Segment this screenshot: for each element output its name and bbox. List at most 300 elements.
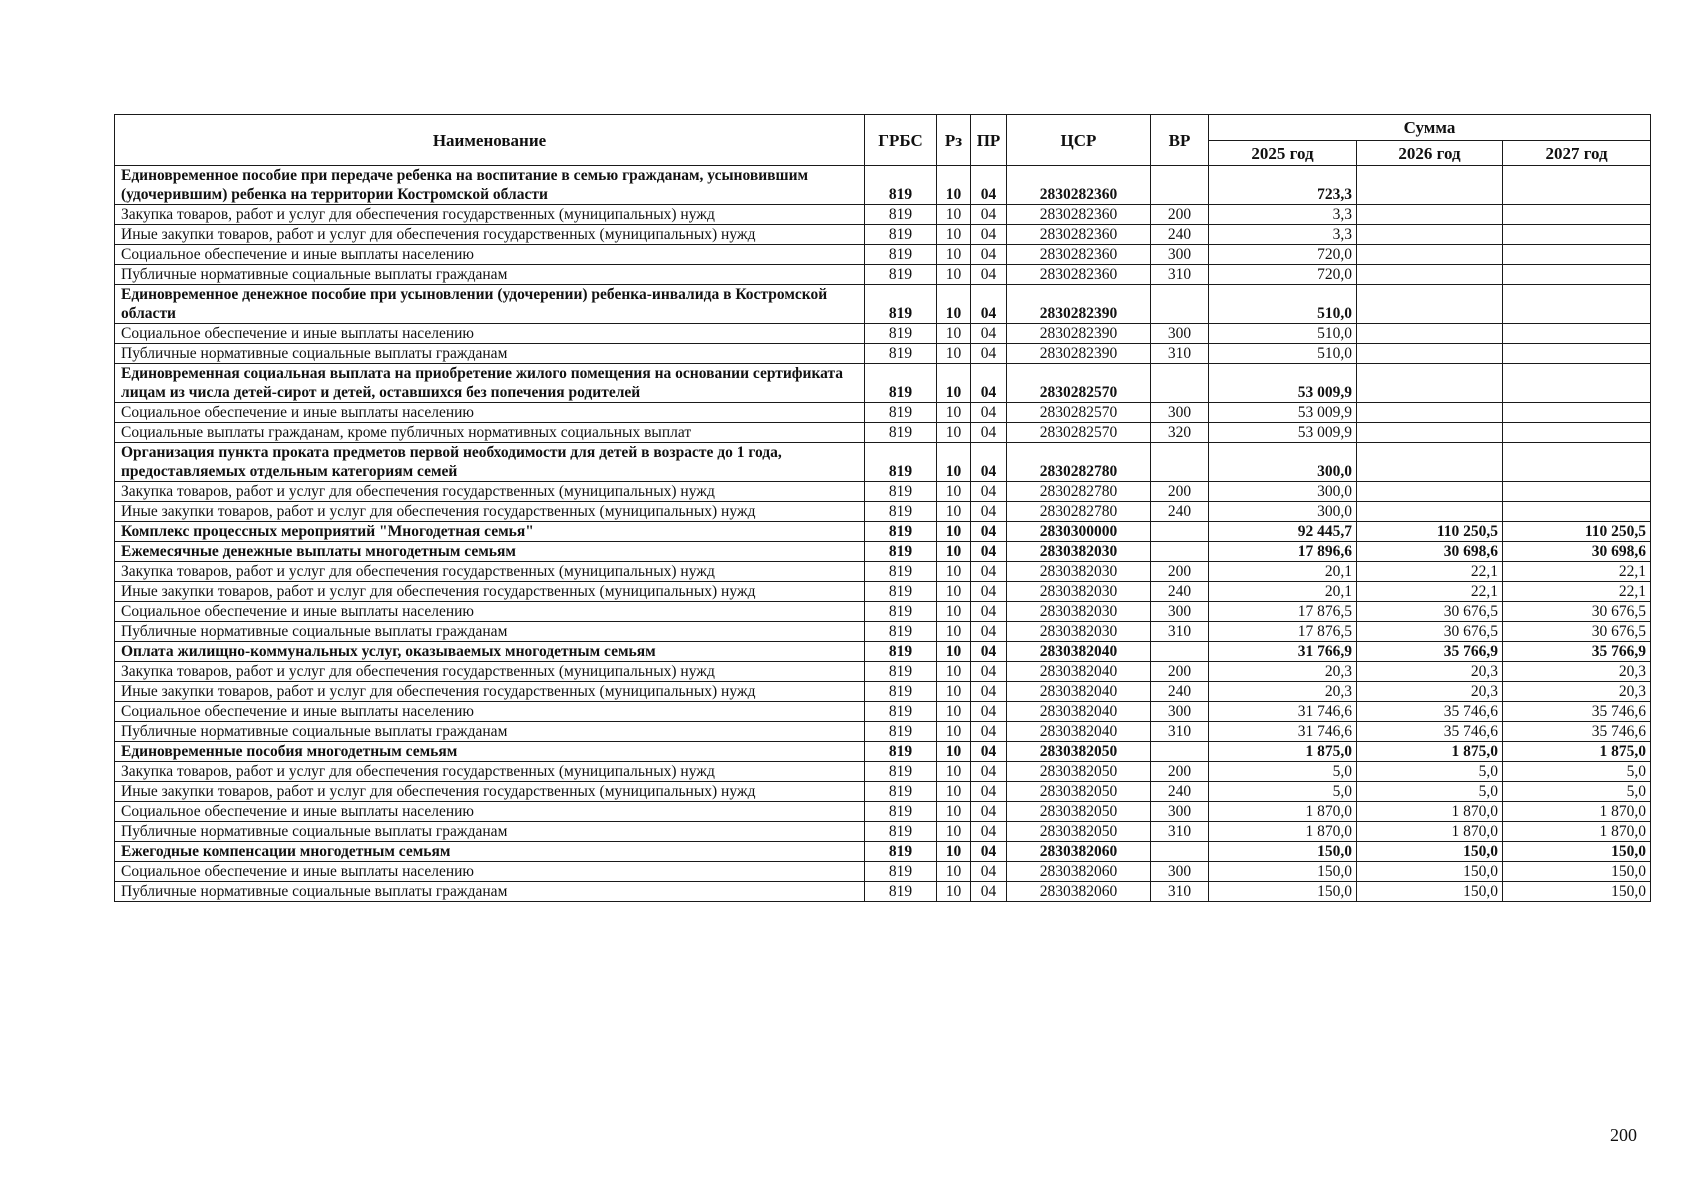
cell-grbs: 819	[865, 702, 937, 722]
cell-grbs: 819	[865, 542, 937, 562]
cell-rz: 10	[937, 682, 971, 702]
cell-2026: 30 698,6	[1357, 542, 1503, 562]
header-name: Наименование	[115, 115, 865, 166]
cell-vr: 240	[1151, 682, 1209, 702]
cell-csr: 2830282570	[1007, 403, 1151, 423]
table-row	[115, 245, 1651, 265]
cell-rz: 10	[937, 403, 971, 423]
cell-name: Закупка товаров, работ и услуг для обеспечения государственных (муниципальных) нужд	[115, 762, 865, 782]
cell-2026: 5,0	[1357, 782, 1503, 802]
cell-grbs: 819	[865, 782, 937, 802]
cell-name: Социальное обеспечение и иные выплаты населению	[115, 324, 865, 344]
cell-name: Ежегодные компенсации многодетным семьям	[115, 842, 865, 862]
cell-pr: 04	[971, 762, 1007, 782]
cell-2027	[1503, 443, 1651, 482]
header-2025: 2025 год	[1209, 141, 1357, 166]
table-row	[115, 423, 1651, 443]
cell-2027: 20,3	[1503, 682, 1651, 702]
header-pr: ПР	[971, 115, 1007, 166]
cell-rz: 10	[937, 245, 971, 265]
cell-rz: 10	[937, 443, 971, 482]
cell-vr	[1151, 742, 1209, 762]
cell-2026	[1357, 502, 1503, 522]
cell-rz: 10	[937, 782, 971, 802]
cell-name: Иные закупки товаров, работ и услуг для обеспечения государственных (муниципальных) нужд	[115, 502, 865, 522]
cell-vr: 310	[1151, 265, 1209, 285]
cell-rz: 10	[937, 423, 971, 443]
cell-rz: 10	[937, 166, 971, 205]
cell-2027: 1 875,0	[1503, 742, 1651, 762]
cell-rz: 10	[937, 702, 971, 722]
cell-2025: 3,3	[1209, 205, 1357, 225]
cell-2027: 5,0	[1503, 762, 1651, 782]
cell-name: Социальное обеспечение и иные выплаты населению	[115, 245, 865, 265]
cell-csr: 2830382030	[1007, 602, 1151, 622]
cell-name: Социальное обеспечение и иные выплаты населению	[115, 862, 865, 882]
cell-rz: 10	[937, 802, 971, 822]
table-row	[115, 882, 1651, 902]
cell-rz: 10	[937, 882, 971, 902]
cell-vr: 300	[1151, 802, 1209, 822]
cell-2025: 510,0	[1209, 324, 1357, 344]
cell-2027: 30 676,5	[1503, 622, 1651, 642]
cell-name: Единовременная социальная выплата на приобретение жилого помещения на основании сертификата лицам из числа детей-сирот и детей, оставшихся без попечения родителей	[115, 364, 865, 403]
cell-rz: 10	[937, 285, 971, 324]
cell-csr: 2830382050	[1007, 802, 1151, 822]
cell-grbs: 819	[865, 265, 937, 285]
cell-2027	[1503, 344, 1651, 364]
cell-2027	[1503, 245, 1651, 265]
cell-vr: 310	[1151, 722, 1209, 742]
cell-2025: 150,0	[1209, 862, 1357, 882]
cell-grbs: 819	[865, 682, 937, 702]
cell-2027	[1503, 502, 1651, 522]
page-number: 200	[1610, 1125, 1637, 1145]
cell-2027	[1503, 364, 1651, 403]
cell-2025: 300,0	[1209, 482, 1357, 502]
cell-pr: 04	[971, 285, 1007, 324]
cell-2027: 1 870,0	[1503, 802, 1651, 822]
cell-2026: 35 746,6	[1357, 722, 1503, 742]
cell-2025: 17 876,5	[1209, 622, 1357, 642]
cell-csr: 2830382030	[1007, 542, 1151, 562]
cell-2027: 150,0	[1503, 842, 1651, 862]
cell-name: Публичные нормативные социальные выплаты гражданам	[115, 622, 865, 642]
cell-rz: 10	[937, 602, 971, 622]
table-row	[115, 722, 1651, 742]
cell-2025: 3,3	[1209, 225, 1357, 245]
table-row	[115, 702, 1651, 722]
cell-name: Социальные выплаты гражданам, кроме публичных нормативных социальных выплат	[115, 423, 865, 443]
cell-rz: 10	[937, 324, 971, 344]
cell-name: Иные закупки товаров, работ и услуг для обеспечения государственных (муниципальных) нужд	[115, 682, 865, 702]
cell-pr: 04	[971, 245, 1007, 265]
cell-pr: 04	[971, 742, 1007, 762]
table-row	[115, 364, 1651, 403]
cell-pr: 04	[971, 324, 1007, 344]
cell-2027	[1503, 423, 1651, 443]
cell-name: Иные закупки товаров, работ и услуг для обеспечения государственных (муниципальных) нужд	[115, 782, 865, 802]
cell-csr: 2830282390	[1007, 324, 1151, 344]
cell-vr: 300	[1151, 862, 1209, 882]
cell-csr: 2830382050	[1007, 762, 1151, 782]
table-row	[115, 225, 1651, 245]
cell-pr: 04	[971, 842, 1007, 862]
cell-2025: 720,0	[1209, 265, 1357, 285]
cell-csr: 2830382040	[1007, 722, 1151, 742]
cell-rz: 10	[937, 482, 971, 502]
cell-name: Закупка товаров, работ и услуг для обеспечения государственных (муниципальных) нужд	[115, 662, 865, 682]
cell-rz: 10	[937, 642, 971, 662]
cell-2027: 35 746,6	[1503, 722, 1651, 742]
cell-2025: 723,3	[1209, 166, 1357, 205]
cell-csr: 2830282780	[1007, 443, 1151, 482]
cell-rz: 10	[937, 842, 971, 862]
cell-grbs: 819	[865, 205, 937, 225]
cell-pr: 04	[971, 582, 1007, 602]
cell-rz: 10	[937, 582, 971, 602]
cell-2027: 30 676,5	[1503, 602, 1651, 622]
cell-2027	[1503, 403, 1651, 423]
table-row	[115, 582, 1651, 602]
cell-2026	[1357, 285, 1503, 324]
cell-pr: 04	[971, 443, 1007, 482]
cell-name: Публичные нормативные социальные выплаты гражданам	[115, 722, 865, 742]
table-row	[115, 265, 1651, 285]
header-csr: ЦСР	[1007, 115, 1151, 166]
cell-csr: 2830282570	[1007, 423, 1151, 443]
cell-pr: 04	[971, 205, 1007, 225]
cell-rz: 10	[937, 542, 971, 562]
cell-2027	[1503, 285, 1651, 324]
cell-name: Закупка товаров, работ и услуг для обеспечения государственных (муниципальных) нужд	[115, 205, 865, 225]
table-row	[115, 403, 1651, 423]
cell-2025: 53 009,9	[1209, 423, 1357, 443]
cell-name: Публичные нормативные социальные выплаты гражданам	[115, 882, 865, 902]
cell-pr: 04	[971, 225, 1007, 245]
cell-2026: 5,0	[1357, 762, 1503, 782]
cell-rz: 10	[937, 662, 971, 682]
header-2026: 2026 год	[1357, 141, 1503, 166]
cell-name: Социальное обеспечение и иные выплаты населению	[115, 403, 865, 423]
cell-rz: 10	[937, 722, 971, 742]
cell-grbs: 819	[865, 522, 937, 542]
cell-2026	[1357, 364, 1503, 403]
cell-2025: 720,0	[1209, 245, 1357, 265]
cell-vr: 240	[1151, 225, 1209, 245]
cell-name: Публичные нормативные социальные выплаты гражданам	[115, 265, 865, 285]
table-row	[115, 682, 1651, 702]
cell-pr: 04	[971, 522, 1007, 542]
cell-grbs: 819	[865, 662, 937, 682]
cell-2026: 22,1	[1357, 582, 1503, 602]
cell-vr	[1151, 285, 1209, 324]
cell-name: Организация пункта проката предметов первой необходимости для детей в возрасте до 1 года, предоставляемых отдельным категориям семей	[115, 443, 865, 482]
cell-2027: 35 746,6	[1503, 702, 1651, 722]
cell-csr: 2830382060	[1007, 882, 1151, 902]
cell-csr: 2830282360	[1007, 245, 1151, 265]
cell-2027: 150,0	[1503, 882, 1651, 902]
cell-name: Социальное обеспечение и иные выплаты населению	[115, 602, 865, 622]
cell-vr: 300	[1151, 602, 1209, 622]
cell-csr: 2830382060	[1007, 842, 1151, 862]
cell-pr: 04	[971, 622, 1007, 642]
cell-vr: 200	[1151, 762, 1209, 782]
cell-grbs: 819	[865, 423, 937, 443]
cell-vr: 300	[1151, 403, 1209, 423]
cell-pr: 04	[971, 802, 1007, 822]
cell-2027: 22,1	[1503, 582, 1651, 602]
cell-csr: 2830300000	[1007, 522, 1151, 542]
cell-2026: 150,0	[1357, 882, 1503, 902]
cell-2025: 510,0	[1209, 285, 1357, 324]
cell-vr: 320	[1151, 423, 1209, 443]
cell-vr	[1151, 443, 1209, 482]
cell-2026: 1 870,0	[1357, 822, 1503, 842]
cell-rz: 10	[937, 522, 971, 542]
cell-rz: 10	[937, 762, 971, 782]
cell-2025: 300,0	[1209, 443, 1357, 482]
cell-2026	[1357, 205, 1503, 225]
cell-rz: 10	[937, 742, 971, 762]
header-sum: Сумма	[1209, 115, 1651, 141]
cell-grbs: 819	[865, 882, 937, 902]
cell-name: Иные закупки товаров, работ и услуг для обеспечения государственных (муниципальных) нужд	[115, 582, 865, 602]
cell-csr: 2830382030	[1007, 622, 1151, 642]
table-row	[115, 285, 1651, 324]
cell-2026: 20,3	[1357, 682, 1503, 702]
cell-2025: 17 876,5	[1209, 602, 1357, 622]
cell-grbs: 819	[865, 642, 937, 662]
cell-name: Ежемесячные денежные выплаты многодетным семьям	[115, 542, 865, 562]
cell-2026	[1357, 423, 1503, 443]
cell-pr: 04	[971, 682, 1007, 702]
cell-vr	[1151, 522, 1209, 542]
cell-2027	[1503, 265, 1651, 285]
cell-name: Единовременное пособие при передаче ребенка на воспитание в семью гражданам, усыновившим (удочерившим) ребенка на территории Костромской области	[115, 166, 865, 205]
cell-csr: 2830382050	[1007, 782, 1151, 802]
cell-2025: 17 896,6	[1209, 542, 1357, 562]
cell-name: Закупка товаров, работ и услуг для обеспечения государственных (муниципальных) нужд	[115, 482, 865, 502]
cell-2027	[1503, 225, 1651, 245]
cell-pr: 04	[971, 722, 1007, 742]
cell-2025: 20,3	[1209, 682, 1357, 702]
cell-pr: 04	[971, 642, 1007, 662]
table-row	[115, 542, 1651, 562]
cell-grbs: 819	[865, 602, 937, 622]
table-row	[115, 344, 1651, 364]
cell-vr: 300	[1151, 702, 1209, 722]
cell-2027	[1503, 166, 1651, 205]
cell-grbs: 819	[865, 842, 937, 862]
cell-2027	[1503, 482, 1651, 502]
cell-name: Комплекс процессных мероприятий "Многодетная семья"	[115, 522, 865, 542]
cell-pr: 04	[971, 662, 1007, 682]
cell-2026: 35 746,6	[1357, 702, 1503, 722]
cell-name: Социальное обеспечение и иные выплаты населению	[115, 802, 865, 822]
cell-grbs: 819	[865, 562, 937, 582]
cell-grbs: 819	[865, 403, 937, 423]
cell-2026	[1357, 344, 1503, 364]
table-header	[115, 115, 1651, 166]
table-row	[115, 842, 1651, 862]
cell-vr: 200	[1151, 562, 1209, 582]
cell-pr: 04	[971, 423, 1007, 443]
cell-2026: 110 250,5	[1357, 522, 1503, 542]
cell-rz: 10	[937, 862, 971, 882]
cell-2025: 1 875,0	[1209, 742, 1357, 762]
cell-grbs: 819	[865, 225, 937, 245]
cell-vr: 200	[1151, 205, 1209, 225]
cell-2026: 30 676,5	[1357, 602, 1503, 622]
cell-2027: 35 766,9	[1503, 642, 1651, 662]
cell-rz: 10	[937, 822, 971, 842]
cell-2027: 110 250,5	[1503, 522, 1651, 542]
cell-grbs: 819	[865, 364, 937, 403]
cell-grbs: 819	[865, 582, 937, 602]
cell-csr: 2830282360	[1007, 205, 1151, 225]
cell-pr: 04	[971, 344, 1007, 364]
cell-2026	[1357, 225, 1503, 245]
cell-name: Иные закупки товаров, работ и услуг для обеспечения государственных (муниципальных) нужд	[115, 225, 865, 245]
cell-pr: 04	[971, 822, 1007, 842]
table-row	[115, 522, 1651, 542]
cell-csr: 2830282780	[1007, 502, 1151, 522]
cell-csr: 2830382060	[1007, 862, 1151, 882]
cell-csr: 2830382030	[1007, 582, 1151, 602]
table-row	[115, 324, 1651, 344]
cell-csr: 2830382030	[1007, 562, 1151, 582]
cell-2026: 150,0	[1357, 862, 1503, 882]
cell-csr: 2830282360	[1007, 225, 1151, 245]
cell-grbs: 819	[865, 344, 937, 364]
cell-pr: 04	[971, 403, 1007, 423]
table-row	[115, 862, 1651, 882]
table-row	[115, 642, 1651, 662]
table-row	[115, 662, 1651, 682]
cell-2026: 20,3	[1357, 662, 1503, 682]
cell-2026: 1 870,0	[1357, 802, 1503, 822]
cell-vr: 310	[1151, 882, 1209, 902]
cell-2025: 5,0	[1209, 782, 1357, 802]
cell-grbs: 819	[865, 862, 937, 882]
cell-grbs: 819	[865, 482, 937, 502]
cell-2025: 5,0	[1209, 762, 1357, 782]
cell-rz: 10	[937, 344, 971, 364]
cell-rz: 10	[937, 265, 971, 285]
cell-2027: 22,1	[1503, 562, 1651, 582]
cell-2027	[1503, 324, 1651, 344]
cell-vr	[1151, 364, 1209, 403]
cell-2025: 53 009,9	[1209, 364, 1357, 403]
table-row	[115, 443, 1651, 482]
cell-grbs: 819	[865, 622, 937, 642]
cell-pr: 04	[971, 502, 1007, 522]
cell-pr: 04	[971, 364, 1007, 403]
cell-csr: 2830282360	[1007, 265, 1151, 285]
table-row	[115, 602, 1651, 622]
cell-2025: 510,0	[1209, 344, 1357, 364]
cell-csr: 2830382040	[1007, 702, 1151, 722]
cell-csr: 2830382050	[1007, 822, 1151, 842]
cell-2025: 31 766,9	[1209, 642, 1357, 662]
cell-grbs: 819	[865, 822, 937, 842]
cell-rz: 10	[937, 562, 971, 582]
table-row	[115, 562, 1651, 582]
cell-2026	[1357, 443, 1503, 482]
cell-name: Социальное обеспечение и иные выплаты населению	[115, 702, 865, 722]
cell-name: Публичные нормативные социальные выплаты гражданам	[115, 822, 865, 842]
header-grbs: ГРБС	[865, 115, 937, 166]
cell-csr: 2830282570	[1007, 364, 1151, 403]
cell-2026	[1357, 403, 1503, 423]
cell-name: Единовременные пособия многодетным семьям	[115, 742, 865, 762]
cell-2025: 92 445,7	[1209, 522, 1357, 542]
table-row	[115, 622, 1651, 642]
cell-vr: 240	[1151, 782, 1209, 802]
cell-2025: 300,0	[1209, 502, 1357, 522]
cell-grbs: 819	[865, 802, 937, 822]
cell-2025: 20,3	[1209, 662, 1357, 682]
cell-pr: 04	[971, 862, 1007, 882]
cell-csr: 2830382040	[1007, 662, 1151, 682]
cell-vr: 300	[1151, 324, 1209, 344]
table-row	[115, 742, 1651, 762]
cell-grbs: 819	[865, 742, 937, 762]
cell-vr: 310	[1151, 344, 1209, 364]
cell-2025: 20,1	[1209, 582, 1357, 602]
cell-csr: 2830282360	[1007, 166, 1151, 205]
cell-vr: 300	[1151, 245, 1209, 265]
table-row	[115, 762, 1651, 782]
cell-vr: 200	[1151, 662, 1209, 682]
cell-grbs: 819	[865, 166, 937, 205]
cell-pr: 04	[971, 166, 1007, 205]
cell-2025: 53 009,9	[1209, 403, 1357, 423]
cell-2025: 20,1	[1209, 562, 1357, 582]
cell-name: Единовременное денежное пособие при усыновлении (удочерении) ребенка-инвалида в Костромской области	[115, 285, 865, 324]
cell-rz: 10	[937, 502, 971, 522]
cell-csr: 2830282390	[1007, 285, 1151, 324]
cell-grbs: 819	[865, 285, 937, 324]
cell-2025: 1 870,0	[1209, 802, 1357, 822]
cell-grbs: 819	[865, 245, 937, 265]
cell-csr: 2830382040	[1007, 682, 1151, 702]
cell-vr: 310	[1151, 622, 1209, 642]
cell-2027: 150,0	[1503, 862, 1651, 882]
cell-2025: 1 870,0	[1209, 822, 1357, 842]
header-vr: ВР	[1151, 115, 1209, 166]
table-body	[115, 166, 1651, 902]
cell-vr: 240	[1151, 502, 1209, 522]
cell-vr: 310	[1151, 822, 1209, 842]
cell-rz: 10	[937, 364, 971, 403]
cell-vr	[1151, 542, 1209, 562]
cell-2025: 31 746,6	[1209, 702, 1357, 722]
cell-2027	[1503, 205, 1651, 225]
cell-vr: 240	[1151, 582, 1209, 602]
cell-2026	[1357, 245, 1503, 265]
cell-vr	[1151, 166, 1209, 205]
table-row	[115, 802, 1651, 822]
cell-grbs: 819	[865, 502, 937, 522]
budget-table	[114, 114, 1651, 902]
cell-2027: 20,3	[1503, 662, 1651, 682]
table-row	[115, 482, 1651, 502]
header-2027: 2027 год	[1503, 141, 1651, 166]
cell-2026	[1357, 166, 1503, 205]
cell-2026: 1 875,0	[1357, 742, 1503, 762]
